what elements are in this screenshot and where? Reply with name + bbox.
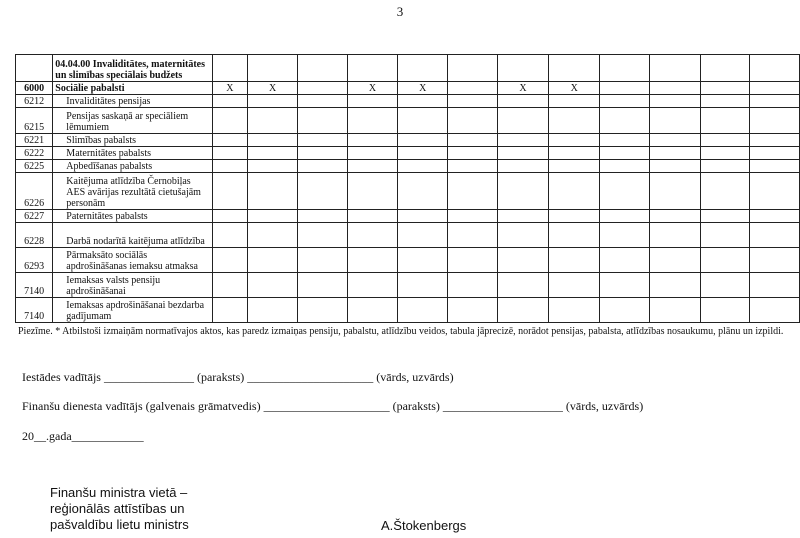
value-cell (212, 134, 248, 147)
value-cell (497, 108, 549, 134)
row-code: 6221 (16, 134, 53, 147)
value-cell (649, 223, 700, 248)
value-cell (448, 273, 497, 298)
mark-cell (448, 82, 497, 95)
value-cell (398, 108, 448, 134)
value-cell (347, 147, 398, 160)
row-name-text: Maternitātes pabalsts (66, 148, 151, 159)
budget-table (15, 54, 800, 323)
value-cell (600, 134, 649, 147)
row-name (53, 173, 212, 210)
value-cell (600, 95, 649, 108)
table-row (16, 95, 800, 108)
value-cell (347, 223, 398, 248)
value-cell (212, 223, 248, 248)
value-cell (549, 108, 600, 134)
value-cell (649, 210, 700, 223)
mark-cell: X (212, 82, 248, 95)
value-cell (448, 210, 497, 223)
value-cell (750, 173, 800, 210)
row-name (53, 108, 212, 134)
row-code: 7140 (16, 298, 53, 323)
mark-cell (649, 82, 700, 95)
value-cell (750, 95, 800, 108)
page-number: 3 (396, 4, 404, 19)
value-cell (750, 298, 800, 323)
value-cell (700, 147, 749, 160)
value-cell (212, 173, 248, 210)
value-cell (600, 147, 649, 160)
value-cell (649, 95, 700, 108)
value-cell (448, 147, 497, 160)
value-cell (549, 173, 600, 210)
value-cell (549, 95, 600, 108)
value-cell (248, 95, 298, 108)
value-cell (497, 95, 549, 108)
value-cell (549, 210, 600, 223)
value-cell (497, 298, 549, 323)
mark-cell (700, 82, 749, 95)
value-cell (750, 210, 800, 223)
value-cell (298, 160, 347, 173)
value-cell (248, 210, 298, 223)
value-cell (347, 298, 398, 323)
row-name (53, 223, 212, 248)
value-cell (497, 210, 549, 223)
table-row (16, 134, 800, 147)
row-code: 6222 (16, 147, 53, 160)
value-cell (298, 223, 347, 248)
value-cell (398, 160, 448, 173)
value-cell (298, 173, 347, 210)
value-cell (347, 160, 398, 173)
value-cell (649, 147, 700, 160)
row-name-text: Paternitātes pabalsts (66, 211, 148, 222)
table-row (16, 108, 800, 134)
value-cell (700, 173, 749, 210)
row-name-text: Kaitējuma atlīdzība Černobiļas AES avārijas rezultātā cietušajām personām (66, 176, 201, 209)
value-cell (600, 108, 649, 134)
row-name-text: Iemaksas valsts pensiju apdrošināšanai (66, 275, 161, 297)
group-name: Sociālie pabalsti (53, 82, 212, 95)
minister-title-line: Finanšu ministra vietā – (50, 485, 188, 500)
value-cell (649, 160, 700, 173)
value-cell (347, 248, 398, 273)
row-code: 7140 (16, 273, 53, 298)
table-row (16, 298, 800, 323)
section-code (16, 55, 53, 82)
row-name (53, 248, 212, 273)
value-cell (398, 173, 448, 210)
value-cell (298, 95, 347, 108)
value-cell (448, 134, 497, 147)
row-code: 6225 (16, 160, 53, 173)
row-name-text: Darbā nodarītā kaitējuma atlīdzība (66, 236, 205, 247)
row-name-text: Invaliditātes pensijas (66, 96, 151, 107)
value-cell (448, 223, 497, 248)
row-name-text: Iemaksas apdrošināšanai bezdarba gadījumam (66, 300, 205, 322)
mark-cell: X (549, 82, 600, 95)
minister-title (50, 485, 189, 533)
value-cell (398, 248, 448, 273)
row-name-text: Slimības pabalsts (66, 135, 137, 146)
row-code: 6212 (16, 95, 53, 108)
value-cell (298, 298, 347, 323)
value-cell (212, 147, 248, 160)
value-cell (347, 173, 398, 210)
date-line: 20__.gada____________ (22, 429, 144, 443)
row-name (53, 298, 212, 323)
finance-signature-line: Finanšu dienesta vadītājs (galvenais grāmatvedis) _____________________ (paraksts) ____________________ (vārds, uzvārds) (22, 399, 644, 413)
mark-cell: X (398, 82, 448, 95)
value-cell (248, 108, 298, 134)
value-cell (398, 95, 448, 108)
value-cell (212, 210, 248, 223)
value-cell (398, 134, 448, 147)
value-cell (248, 298, 298, 323)
value-cell (549, 223, 600, 248)
value-cell (750, 273, 800, 298)
row-code: 6228 (16, 223, 53, 248)
value-cell (649, 173, 700, 210)
row-code: 6227 (16, 210, 53, 223)
value-cell (700, 160, 749, 173)
minister-title-line: pašvaldību lietu ministrs (50, 517, 189, 532)
value-cell (549, 248, 600, 273)
value-cell (448, 298, 497, 323)
table-row (16, 223, 800, 248)
mark-cell (298, 82, 347, 95)
table-body (16, 55, 800, 323)
row-name-text: Pensijas saskaņā ar speciāliem lēmumiem (66, 111, 189, 133)
row-name (53, 95, 212, 108)
table-row (16, 248, 800, 273)
value-cell (549, 273, 600, 298)
value-cell (600, 273, 649, 298)
value-cell (750, 223, 800, 248)
value-cell (700, 223, 749, 248)
value-cell (212, 298, 248, 323)
value-cell (600, 160, 649, 173)
value-cell (298, 108, 347, 134)
group-row (16, 82, 800, 95)
row-code: 6215 (16, 108, 53, 134)
value-cell (750, 160, 800, 173)
value-cell (600, 210, 649, 223)
value-cell (497, 223, 549, 248)
value-cell (549, 298, 600, 323)
value-cell (649, 134, 700, 147)
row-name (53, 134, 212, 147)
value-cell (700, 108, 749, 134)
value-cell (649, 298, 700, 323)
value-cell (600, 223, 649, 248)
value-cell (298, 134, 347, 147)
row-code: 6226 (16, 173, 53, 210)
group-code: 6000 (16, 82, 53, 95)
value-cell (347, 210, 398, 223)
value-cell (347, 273, 398, 298)
value-cell (248, 173, 298, 210)
value-cell (549, 160, 600, 173)
value-cell (750, 147, 800, 160)
value-cell (248, 147, 298, 160)
value-cell (448, 95, 497, 108)
value-cell (700, 273, 749, 298)
row-name-text: Apbedīšanas pabalsts (66, 161, 153, 172)
head-signature-line: Iestādes vadītājs _______________ (paraksts) _____________________ (vārds, uzvārds) (22, 370, 454, 384)
mark-cell: X (347, 82, 398, 95)
mark-cell: X (497, 82, 549, 95)
value-cell (298, 273, 347, 298)
value-cell (298, 248, 347, 273)
value-cell (700, 210, 749, 223)
value-cell (398, 210, 448, 223)
mark-cell (750, 82, 800, 95)
value-cell (549, 134, 600, 147)
section-row (16, 55, 800, 82)
value-cell (700, 298, 749, 323)
row-name-text: Pārmaksāto sociālās apdrošināšanas iemaksu atmaksa (66, 250, 198, 272)
value-cell (212, 95, 248, 108)
row-name (53, 273, 212, 298)
value-cell (649, 248, 700, 273)
mark-cell: X (248, 82, 298, 95)
value-cell (212, 160, 248, 173)
value-cell (248, 273, 298, 298)
value-cell (750, 108, 800, 134)
footnote: Piezīme. * Atbilstoši izmaiņām normatīvajos aktos, kas paredz izmaiņas pensiju, pabalstu, atlīdzību veidos, tabula jāprecizē, norādot pensijas, pabalsta, atlīdzības nosaukumu, plānu un izpildi. (18, 326, 784, 337)
value-cell (600, 298, 649, 323)
value-cell (298, 210, 347, 223)
table-row (16, 173, 800, 210)
value-cell (700, 134, 749, 147)
minister-name: A.Štokenbergs (381, 518, 467, 533)
value-cell (347, 134, 398, 147)
table-row (16, 210, 800, 223)
value-cell (649, 273, 700, 298)
value-cell (600, 248, 649, 273)
value-cell (750, 134, 800, 147)
table-row (16, 273, 800, 298)
value-cell (497, 273, 549, 298)
value-cell (700, 248, 749, 273)
value-cell (212, 108, 248, 134)
value-cell (497, 134, 549, 147)
value-cell (649, 108, 700, 134)
value-cell (600, 173, 649, 210)
value-cell (398, 273, 448, 298)
value-cell (248, 248, 298, 273)
value-cell (298, 147, 347, 160)
value-cell (497, 173, 549, 210)
section-name: 04.04.00 Invaliditātes, maternitātes un slimības speciālais budžets (53, 55, 212, 82)
value-cell (497, 147, 549, 160)
minister-title-line: reģionālās attīstības un (50, 501, 185, 516)
table-row (16, 160, 800, 173)
value-cell (448, 108, 497, 134)
value-cell (497, 160, 549, 173)
value-cell (448, 173, 497, 210)
value-cell (248, 160, 298, 173)
row-name (53, 147, 212, 160)
value-cell (700, 95, 749, 108)
value-cell (398, 298, 448, 323)
value-cell (212, 273, 248, 298)
table-row (16, 147, 800, 160)
mark-cell (600, 82, 649, 95)
value-cell (448, 248, 497, 273)
value-cell (398, 223, 448, 248)
row-name (53, 210, 212, 223)
value-cell (248, 223, 298, 248)
value-cell (497, 248, 549, 273)
value-cell (448, 160, 497, 173)
value-cell (212, 248, 248, 273)
value-cell (549, 147, 600, 160)
value-cell (347, 108, 398, 134)
row-name (53, 160, 212, 173)
value-cell (398, 147, 448, 160)
value-cell (347, 95, 398, 108)
value-cell (248, 134, 298, 147)
value-cell (750, 248, 800, 273)
row-code: 6293 (16, 248, 53, 273)
